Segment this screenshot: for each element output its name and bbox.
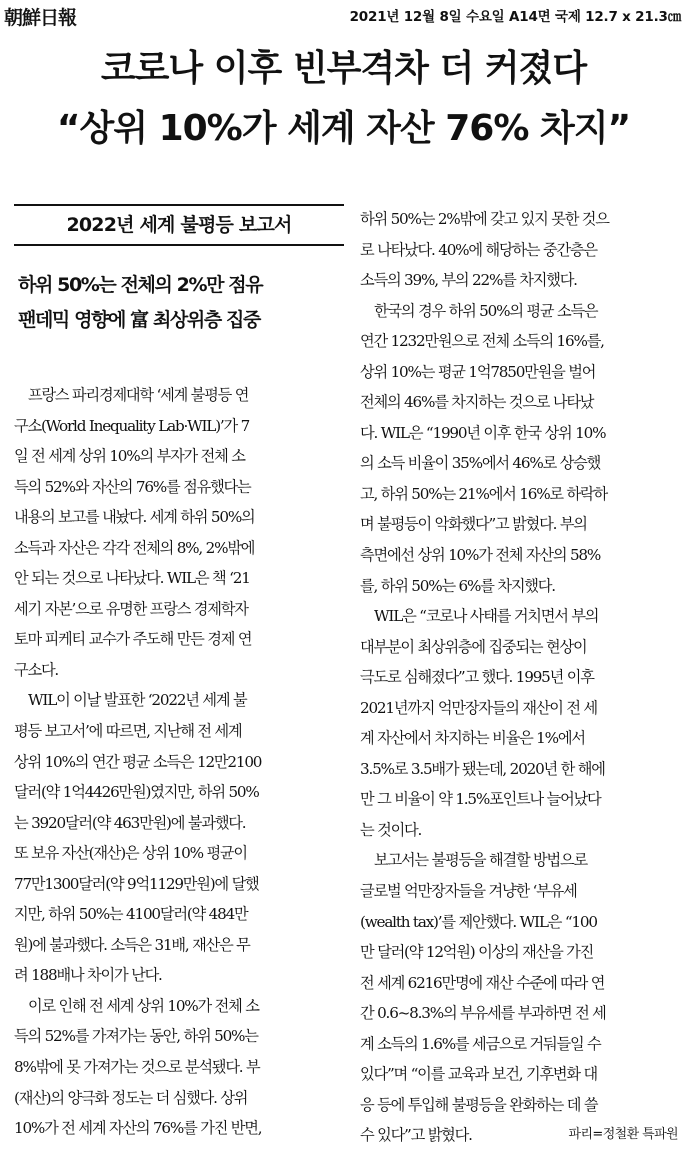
article-line: 를, 하위 50%는 6%를 차지했다.: [360, 576, 555, 595]
article-line: 응 등에 투입해 불평등을 완화하는 데 쓸: [360, 1095, 598, 1114]
article-line: 전 세계 6216만명에 재산 수준에 따라 연: [360, 973, 605, 992]
article-line: 소득과 자산은 각각 전체의 8%, 2%밖에: [14, 538, 255, 557]
article-line: 지만, 하위 50%는 4100달러(약 484만: [14, 905, 248, 924]
article-line: 다. WIL은 “1990년 이후 한국 상위 10%: [360, 423, 606, 442]
article-line: 로 나타났다. 40%에 해당하는 중간층은: [360, 240, 597, 259]
subheadlines: [14, 268, 344, 338]
article-line: 또 보유 자산(재산)은 상위 10% 평균이: [14, 844, 247, 863]
article-line: 한국의 경우 하위 50%의 평균 소득은: [360, 301, 598, 320]
article-line: 이로 인해 전 세계 상위 10%가 전체 소: [14, 996, 259, 1015]
article-line: 상위 10%의 연간 평균 소득은 12만2100: [14, 752, 262, 771]
article-line: 만 달러(약 12억원) 이상의 재산을 가진: [360, 943, 594, 962]
article-line: 3.5%로 3.5배가 됐는데, 2020년 한 해에: [360, 759, 605, 778]
article-line: 글로벌 억만장자들을 겨냥한 ‘부유세: [360, 882, 577, 901]
article-line: 달러(약 1억4426만원)였지만, 하위 50%: [14, 783, 259, 802]
article-line: 원)에 불과했다. 소득은 31배, 재산은 무: [14, 935, 250, 954]
article-line: 득의 52%를 가져가는 동안, 하위 50%는: [14, 1027, 258, 1046]
article-line: 만 그 비율이 약 1.5%포인트나 늘어났다: [360, 790, 601, 809]
article-line: 10%가 전 세계 자산의 76%를 가진 반면,: [14, 1119, 262, 1138]
article-line: 보고서는 불평등을 해결할 방법으로: [360, 851, 587, 870]
byline: 파리=정철환 특파원: [568, 1127, 678, 1143]
article-body-right: [360, 204, 680, 1151]
paper-header: [0, 0, 687, 28]
article-line: 연간 1232만원으로 전체 소득의 16%를,: [360, 332, 604, 351]
last-line-row: [360, 1120, 680, 1151]
article-line: 며 불평등이 악화했다”고 밝혔다. 부의: [360, 515, 587, 534]
article-line: 간 0.6~8.3%의 부유세를 부과하면 전 세: [360, 1004, 606, 1023]
subheadline: 팬데믹 영향에 富 최상위층 집중: [18, 309, 260, 331]
article-line: 평등 보고서’에 따르면, 지난해 전 세계: [14, 722, 242, 741]
article-line: (재산)의 양극화 정도는 더 심했다. 상위: [14, 1088, 248, 1107]
article-line: 77만1300달러(약 9억1129만원)에 달했: [14, 874, 259, 893]
newspaper-logo: 朝鮮日報: [4, 7, 77, 29]
article-line: WIL은 “코로나 사태를 거치면서 부의: [360, 607, 599, 626]
article-line: 구소(World Inequality Lab·WIL)’가 7: [14, 416, 250, 435]
article-line: 내용의 보고를 내놨다. 세계 하위 50%의: [14, 508, 255, 527]
publication-meta: 2021년 12월 8일 수요일 A14면 국제 12.7 x 21.3㎝: [349, 9, 681, 25]
article-line: 안 되는 것으로 나타났다. WIL은 책 ‘21: [14, 569, 250, 588]
article-line: 세기 자본’으로 유명한 프랑스 경제학자: [14, 599, 248, 618]
article-line: 계 소득의 1.6%를 세금으로 거둬들일 수: [360, 1034, 601, 1053]
article-line: 하위 50%는 2%밖에 갖고 있지 못한 것으: [360, 210, 609, 228]
article-line: 있다”며 “이를 교육과 보건, 기후변화 대: [360, 1065, 597, 1084]
article-line: 득의 52%와 자산의 76%를 점유했다는: [14, 477, 251, 496]
article-line: 극도로 심해졌다”고 했다. 1995년 이후: [360, 668, 594, 687]
article-line: 프랑스 파리경제대학 ‘세계 불평등 연: [14, 386, 249, 404]
article-body-left: [14, 380, 344, 1144]
article-line: 의 소득 비율이 35%에서 46%로 상승했: [360, 454, 601, 473]
article-line: 소득의 39%, 부의 22%를 차지했다.: [360, 271, 577, 290]
subheadline: 하위 50%는 전체의 2%만 점유: [18, 274, 263, 296]
right-column: [360, 204, 680, 1151]
article-line: 고, 하위 50%는 21%에서 16%로 하락하: [360, 484, 607, 503]
article-line: WIL이 이날 발표한 ‘2022년 세계 불: [14, 691, 247, 710]
article-line: 수 있다”고 밝혔다.: [360, 1126, 472, 1145]
article-line: 측면에선 상위 10%가 전체 자산의 58%: [360, 546, 601, 565]
article-line: 일 전 세계 상위 10%의 부자가 전체 소: [14, 447, 245, 466]
article-line: 8%밖에 못 가져가는 것으로 분석됐다. 부: [14, 1058, 260, 1077]
article-line: 계 자산에서 차지하는 비율은 1%에서: [360, 729, 585, 748]
article-line: 구소다.: [14, 660, 59, 679]
article-line: 전체의 46%를 차지하는 것으로 나타났: [360, 393, 594, 412]
headline-line-1: 코로나 이후 빈부격차 더 커졌다: [100, 48, 587, 89]
article-line: 상위 10%는 평균 1억7850만원을 벌어: [360, 362, 596, 381]
headline-line-2: “상위 10%가 세계 자산 76% 차지”: [56, 108, 631, 149]
article-line: 려 188배나 차이가 난다.: [14, 966, 162, 985]
article-line: 는 것이다.: [360, 820, 422, 839]
section-box-title: 2022년 세계 불평등 보고서: [14, 204, 344, 246]
article-line: 대부분이 최상위층에 집중되는 현상이: [360, 637, 587, 656]
article-line: (wealth tax)’를 제안했다. WIL은 “100: [360, 912, 597, 931]
article-line: 는 3920달러(약 463만원)에 불과했다.: [14, 813, 246, 832]
article-line: 토마 피케티 교수가 주도해 만든 경제 연: [14, 630, 252, 649]
article-line: 2021년까지 억만장자들의 재산이 전 세: [360, 698, 597, 717]
left-column: [14, 204, 344, 1144]
